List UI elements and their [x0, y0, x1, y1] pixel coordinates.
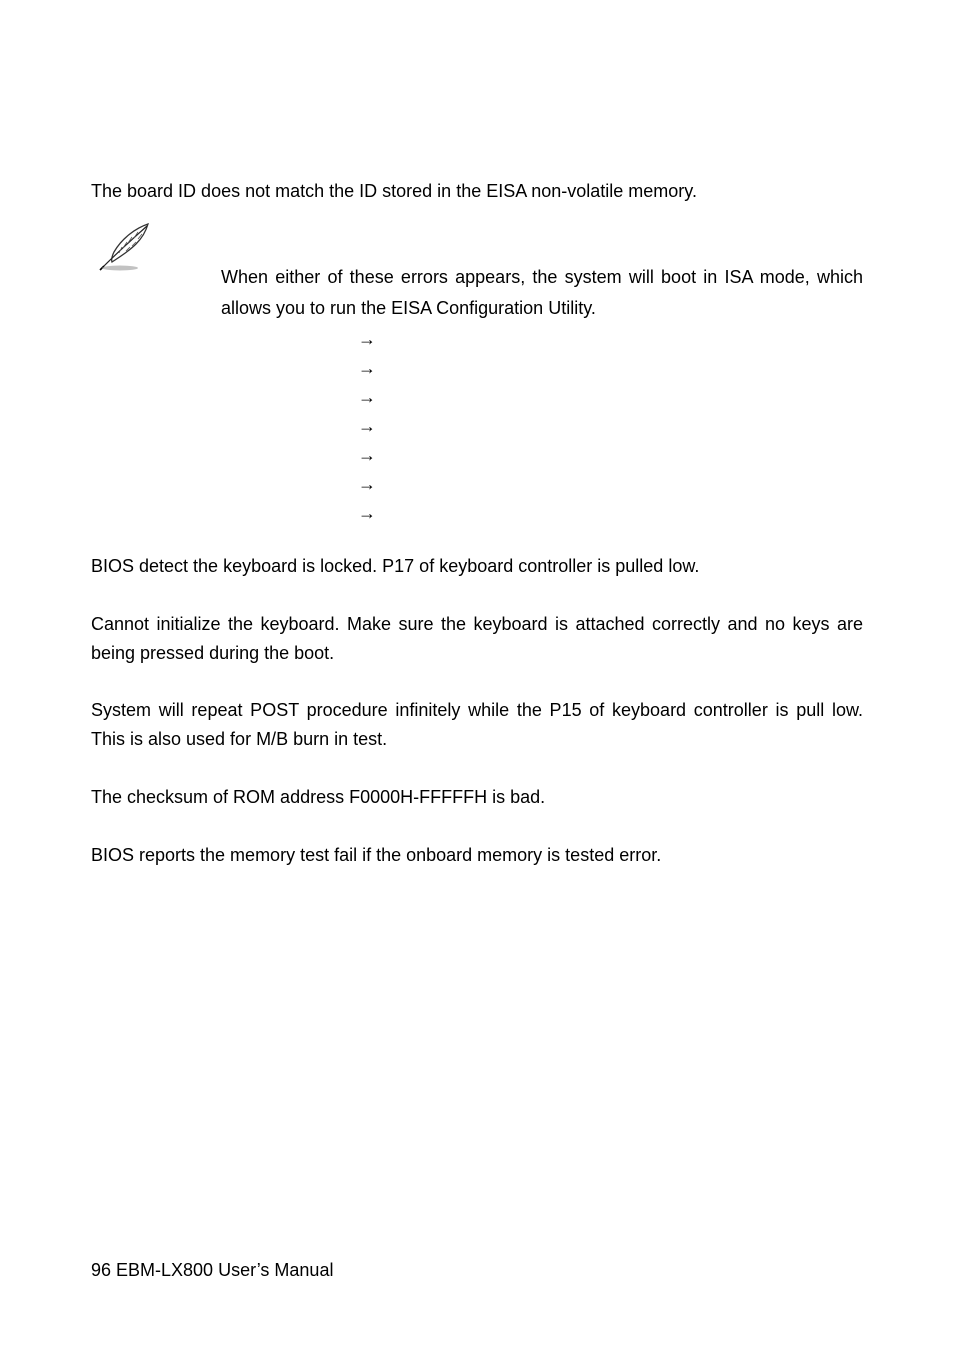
feather-pen-icon	[98, 222, 152, 272]
arrow-list	[358, 325, 388, 528]
arrow-icon: →	[358, 474, 376, 494]
arrow-icon: →	[358, 503, 376, 523]
memory-test-paragraph: BIOS reports the memory test fail if the onboard memory is tested error.	[91, 845, 662, 865]
keyboard-locked-paragraph: BIOS detect the keyboard is locked. P17 of keyboard controller is pulled low.	[91, 556, 700, 576]
arrow-icon: →	[358, 445, 376, 465]
arrow-icon: →	[358, 387, 376, 407]
arrow-icon: →	[358, 358, 376, 378]
arrow-icon: →	[358, 329, 376, 349]
board-id-paragraph: The board ID does not match the ID stored in the EISA non-volatile memory.	[91, 181, 697, 201]
page-footer: 96 EBM-LX800 User’s Manual	[91, 1260, 334, 1280]
post-repeat-paragraph: System will repeat POST procedure infinitely while the P15 of keyboard controller is pull low. This is also used for M/B burn in test.	[91, 700, 863, 749]
keyboard-init-paragraph: Cannot initialize the keyboard. Make sure the keyboard is attached correctly and no keys are being pressed during the boot.	[91, 614, 863, 663]
arrow-icon: →	[358, 416, 376, 436]
note-text: When either of these errors appears, the system will boot in ISA mode, which allows you to run the EISA Configuration Utility.	[221, 267, 863, 318]
checksum-paragraph: The checksum of ROM address F0000H-FFFFFH is bad.	[91, 787, 546, 807]
